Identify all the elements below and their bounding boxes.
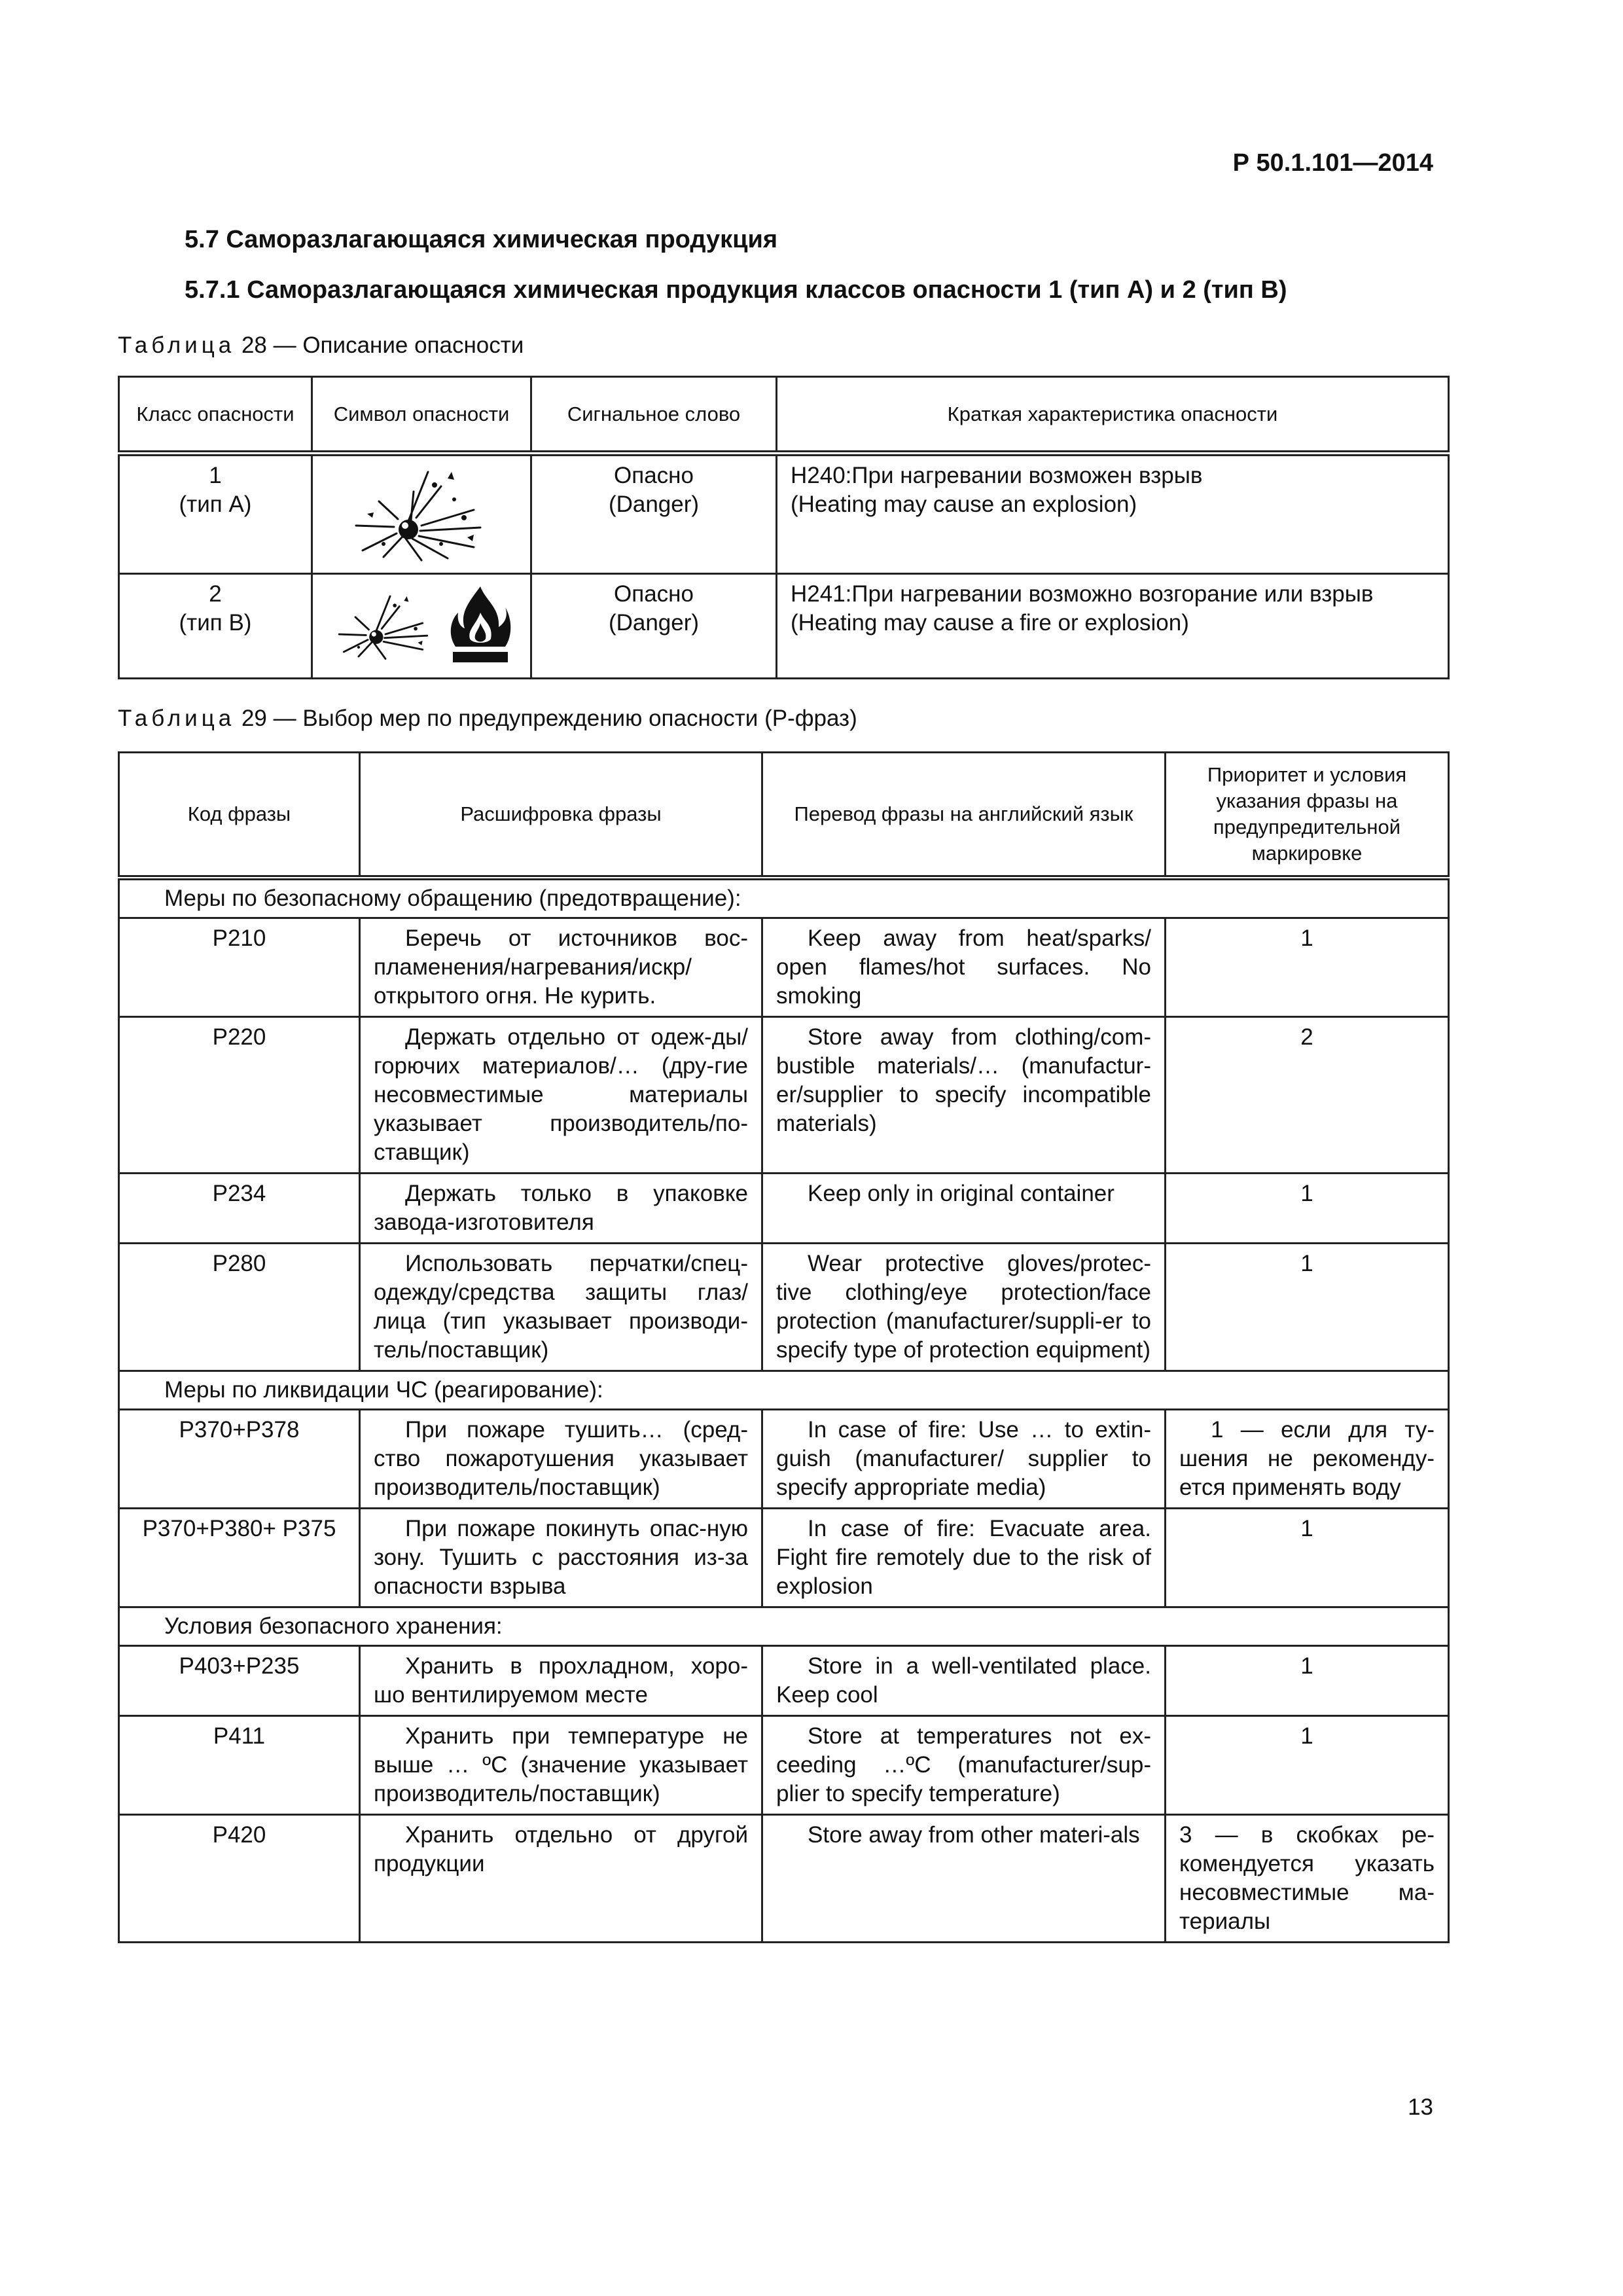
signal-word-cell xyxy=(531,574,777,679)
phrase-text-ru: Хранить при температуре не выше … ºС (значение указывает производитель/поставщик) xyxy=(360,1716,762,1815)
header-priority: Приоритет и условия указания фразы на предупредительной маркировке xyxy=(1166,753,1449,878)
header-phrase-text: Расшифровка фразы xyxy=(360,753,762,878)
signal-word: Опасно xyxy=(614,463,694,488)
phrase-text-en: Store away from other materi-als xyxy=(762,1815,1166,1943)
phrase-text-ru: Держать отдельно от одеж-ды/горючих материалов/… (дру-гие несовместимые материалы указывает производитель/по-ставщик) xyxy=(360,1017,762,1174)
phrase-code: P210 xyxy=(119,918,360,1017)
phrase-code: P220 xyxy=(119,1017,360,1174)
group-label-response: Меры по ликвидации ЧС (реагирование): xyxy=(119,1371,1449,1410)
subsection-heading: 5.7.1 Саморазлагающаяся химическая продукция классов опасности 1 (тип А) и 2 (тип В) xyxy=(185,276,1287,304)
table-row xyxy=(119,454,1449,574)
precautionary-statements-table xyxy=(118,751,1450,1943)
hazard-symbol-cell xyxy=(312,454,531,574)
phrase-code: P370+P380+ P375 xyxy=(119,1509,360,1607)
table-row xyxy=(119,1509,1449,1607)
header-hazard-statement: Краткая характеристика опасности xyxy=(777,377,1449,454)
hazard-statement-english: (Heating may cause an explosion) xyxy=(791,492,1137,517)
phrase-code: P411 xyxy=(119,1716,360,1815)
table29-caption xyxy=(118,706,857,732)
phrase-text-en: Keep away from heat/sparks/ open flames/hot surfaces. No smoking xyxy=(762,918,1166,1017)
hazard-class-number: 2 xyxy=(209,581,222,607)
phrase-priority: 1 xyxy=(1166,1174,1449,1244)
table-row xyxy=(119,1815,1449,1943)
phrase-priority: 1 xyxy=(1166,1716,1449,1815)
document-code: Р 50.1.101—2014 xyxy=(1232,149,1433,177)
phrase-text-en: Store in a well-ventilated place. Keep cool xyxy=(762,1646,1166,1716)
table-row xyxy=(119,1646,1449,1716)
phrase-code: P280 xyxy=(119,1244,360,1371)
group-row xyxy=(119,1607,1449,1646)
signal-word: Опасно xyxy=(614,581,694,607)
phrase-priority: 1 — если для ту-шения не рекоменду-ется применять воду xyxy=(1166,1410,1449,1509)
signal-word-cell xyxy=(531,454,777,574)
group-label-prevention: Меры по безопасному обращению (предотвращение): xyxy=(119,878,1449,918)
hazard-statement-english: (Heating may cause a fire or explosion) xyxy=(791,610,1189,636)
phrase-text-ru: Беречь от источников вос-пламенения/нагревания/искр/ открытого огня. Не курить. xyxy=(360,918,762,1017)
table-row xyxy=(119,1017,1449,1174)
table-row xyxy=(119,1410,1449,1509)
phrase-text-ru: Держать только в упаковке завода-изготовителя xyxy=(360,1174,762,1244)
phrase-code: P420 xyxy=(119,1815,360,1943)
phrase-text-ru: Использовать перчатки/спец-одежду/средства защиты глаз/ лица (тип указывает производи-тель/поставщик) xyxy=(360,1244,762,1371)
hazard-description-table xyxy=(118,376,1450,679)
table28-caption-title: 28 — Описание опасности xyxy=(235,332,524,358)
phrase-text-ru: При пожаре покинуть опас-ную зону. Тушить с расстояния из-за опасности взрыва xyxy=(360,1509,762,1607)
group-row xyxy=(119,1371,1449,1410)
hazard-statement-cell xyxy=(777,574,1449,679)
table-row xyxy=(119,918,1449,1017)
phrase-text-ru: Хранить в прохладном, хоро-шо вентилируемом месте xyxy=(360,1646,762,1716)
group-label-storage: Условия безопасного хранения: xyxy=(119,1607,1449,1646)
hazard-statement-cell xyxy=(777,454,1449,574)
phrase-priority: 1 xyxy=(1166,1509,1449,1607)
exploding-bomb-icon xyxy=(330,584,441,669)
hazard-statement: H240:При нагревании возможен взрыв xyxy=(791,463,1203,488)
header-phrase-code: Код фразы xyxy=(119,753,360,878)
table-row xyxy=(119,1174,1449,1244)
exploding-bomb-icon xyxy=(343,465,500,564)
phrase-code: P403+P235 xyxy=(119,1646,360,1716)
flame-icon xyxy=(448,584,513,669)
page-number: 13 xyxy=(1408,2094,1433,2120)
phrase-text-en: Store at temperatures not ex-ceeding …ºC (manufacturer/sup-plier to specify temperature) xyxy=(762,1716,1166,1815)
table28-caption-prefix: Таблица xyxy=(118,332,236,358)
hazard-class-cell xyxy=(119,574,312,679)
phrase-text-ru: Хранить отдельно от другой продукции xyxy=(360,1815,762,1943)
table29-header-row xyxy=(119,753,1449,878)
phrase-text-en: Keep only in original container xyxy=(762,1174,1166,1244)
header-phrase-translation: Перевод фразы на английский язык xyxy=(762,753,1166,878)
hazard-class-type: (тип В) xyxy=(179,610,252,636)
phrase-text-en: In case of fire: Evacuate area. Fight fire remotely due to the risk of explosion xyxy=(762,1509,1166,1607)
hazard-class-type: (тип А) xyxy=(179,492,252,517)
phrase-text-en: Wear protective gloves/protec-tive clothing/eye protection/face protection (manufacturer/suppli-er to specify type of protection equipment) xyxy=(762,1244,1166,1371)
phrase-priority: 1 xyxy=(1166,1646,1449,1716)
phrase-text-en: Store away from clothing/com-bustible materials/… (manufactur-er/supplier to specify incompatible materials) xyxy=(762,1017,1166,1174)
table-row xyxy=(119,1716,1449,1815)
signal-word-english: (Danger) xyxy=(608,610,700,636)
table28-header-row xyxy=(119,377,1449,454)
hazard-class-cell xyxy=(119,454,312,574)
table-row xyxy=(119,574,1449,679)
phrase-code: P234 xyxy=(119,1174,360,1244)
phrase-text-en: In case of fire: Use … to extin-guish (manufacturer/ supplier to specify appropriate media) xyxy=(762,1410,1166,1509)
table29-caption-prefix: Таблица xyxy=(118,706,236,731)
table29-caption-title: 29 — Выбор мер по предупреждению опасности (Р-фраз) xyxy=(235,706,857,731)
phrase-priority: 1 xyxy=(1166,1244,1449,1371)
section-heading: 5.7 Саморазлагающаяся химическая продукция xyxy=(185,226,778,253)
phrase-priority: 1 xyxy=(1166,918,1449,1017)
hazard-symbol-cell xyxy=(312,574,531,679)
hazard-class-number: 1 xyxy=(209,463,222,488)
phrase-code: P370+P378 xyxy=(119,1410,360,1509)
phrase-priority: 3 — в скобках ре-комендуется указать несовместимые ма-териалы xyxy=(1166,1815,1449,1943)
phrase-text-ru: При пожаре тушить… (сред-ство пожаротушения указывает производитель/поставщик) xyxy=(360,1410,762,1509)
table-row xyxy=(119,1244,1449,1371)
hazard-statement: H241:При нагревании возможно возгорание или взрыв xyxy=(791,581,1374,607)
header-hazard-class: Класс опасности xyxy=(119,377,312,454)
signal-word-english: (Danger) xyxy=(608,492,700,517)
group-row xyxy=(119,878,1449,918)
table28-caption xyxy=(118,332,524,359)
header-signal-word: Сигнальное слово xyxy=(531,377,777,454)
phrase-priority: 2 xyxy=(1166,1017,1449,1174)
header-hazard-symbol: Символ опасности xyxy=(312,377,531,454)
